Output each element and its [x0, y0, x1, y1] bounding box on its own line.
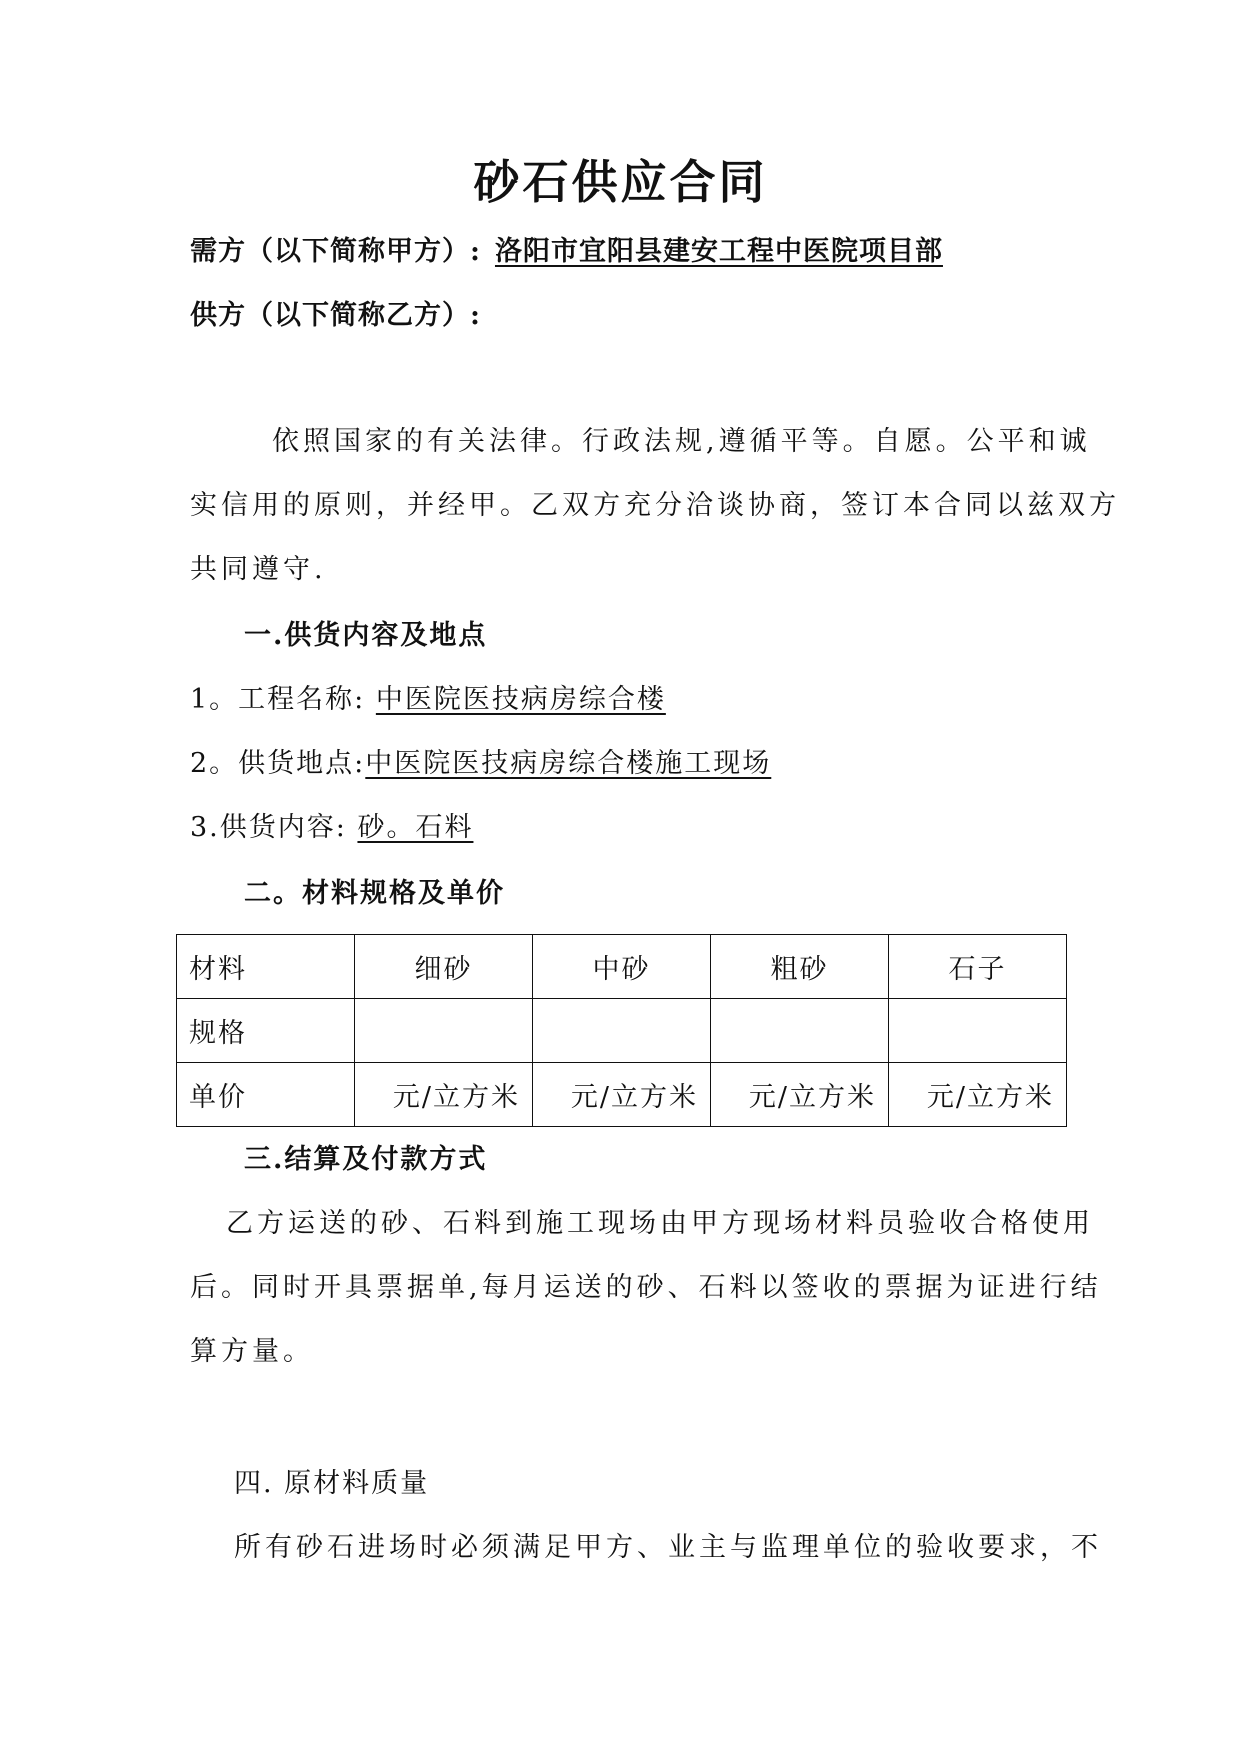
table-cell: 规格 — [177, 999, 355, 1063]
table-cell — [711, 999, 889, 1063]
preamble-line-1: 依照国家的有关法律。行政法规,遵循平等。自愿。公平和诚 — [272, 426, 1091, 457]
table-cell: 石子 — [889, 935, 1067, 999]
item-label: 1。工程名称: — [190, 684, 376, 715]
preamble-line-3: 共同遵守. — [190, 554, 327, 585]
preamble-line-2: 实信用的原则，并经甲。乙双方充分洽谈协商，签订本合同以兹双方 — [190, 490, 1120, 521]
table-cell: 元/立方米 — [355, 1063, 533, 1127]
section3-line-2: 后。同时开具票据单,每月运送的砂、石料以签收的票据为证进行结 — [190, 1272, 1102, 1303]
table-row-spec — [177, 999, 1067, 1063]
page-title: 砂石供应合同 — [473, 155, 768, 209]
section3-heading: 三.结算及付款方式 — [244, 1144, 488, 1175]
table-cell: 粗砂 — [711, 935, 889, 999]
spec-price-table — [176, 934, 1067, 1127]
item-value: 中医院医技病房综合楼 — [375, 684, 666, 715]
table-cell: 材料 — [177, 935, 355, 999]
table-cell — [889, 999, 1067, 1063]
item-delivery-site — [190, 744, 771, 784]
buyer-value: 洛阳市宜阳县建安工程中医院项目部 — [494, 236, 943, 267]
section4-heading: 四. 原材料质量 — [234, 1468, 430, 1499]
buyer-line — [190, 232, 943, 272]
supplier-label: 供方（以下简称乙方）: — [190, 300, 481, 331]
table-header-row — [177, 935, 1067, 999]
table-cell: 中砂 — [533, 935, 711, 999]
section3-line-1: 乙方运送的砂、石料到施工现场由甲方现场材料员验收合格使用 — [226, 1208, 1094, 1239]
buyer-label: 需方（以下简称甲方）: — [190, 236, 481, 267]
table-row-price — [177, 1063, 1067, 1127]
section4-line-1: 所有砂石进场时必须满足甲方、业主与监理单位的验收要求，不 — [234, 1532, 1102, 1563]
section3-line-3: 算方量。 — [190, 1336, 314, 1367]
table-cell — [355, 999, 533, 1063]
section2-heading: 二。材料规格及单价 — [244, 878, 505, 909]
item-value: 砂。石料 — [357, 812, 474, 843]
table-cell: 单价 — [177, 1063, 355, 1127]
table-cell — [533, 999, 711, 1063]
item-label: 2。供货地点: — [190, 748, 366, 779]
table-cell: 元/立方米 — [711, 1063, 889, 1127]
item-value: 中医院医技病房综合楼施工现场 — [365, 748, 772, 779]
table-cell: 元/立方米 — [889, 1063, 1067, 1127]
table-cell: 元/立方米 — [533, 1063, 711, 1127]
item-label: 3.供货内容: — [190, 812, 358, 843]
item-project-name — [190, 680, 666, 720]
section1-heading: 一.供货内容及地点 — [244, 620, 488, 651]
item-delivery-content — [190, 808, 473, 848]
supplier-line — [190, 296, 481, 336]
table-cell: 细砂 — [355, 935, 533, 999]
